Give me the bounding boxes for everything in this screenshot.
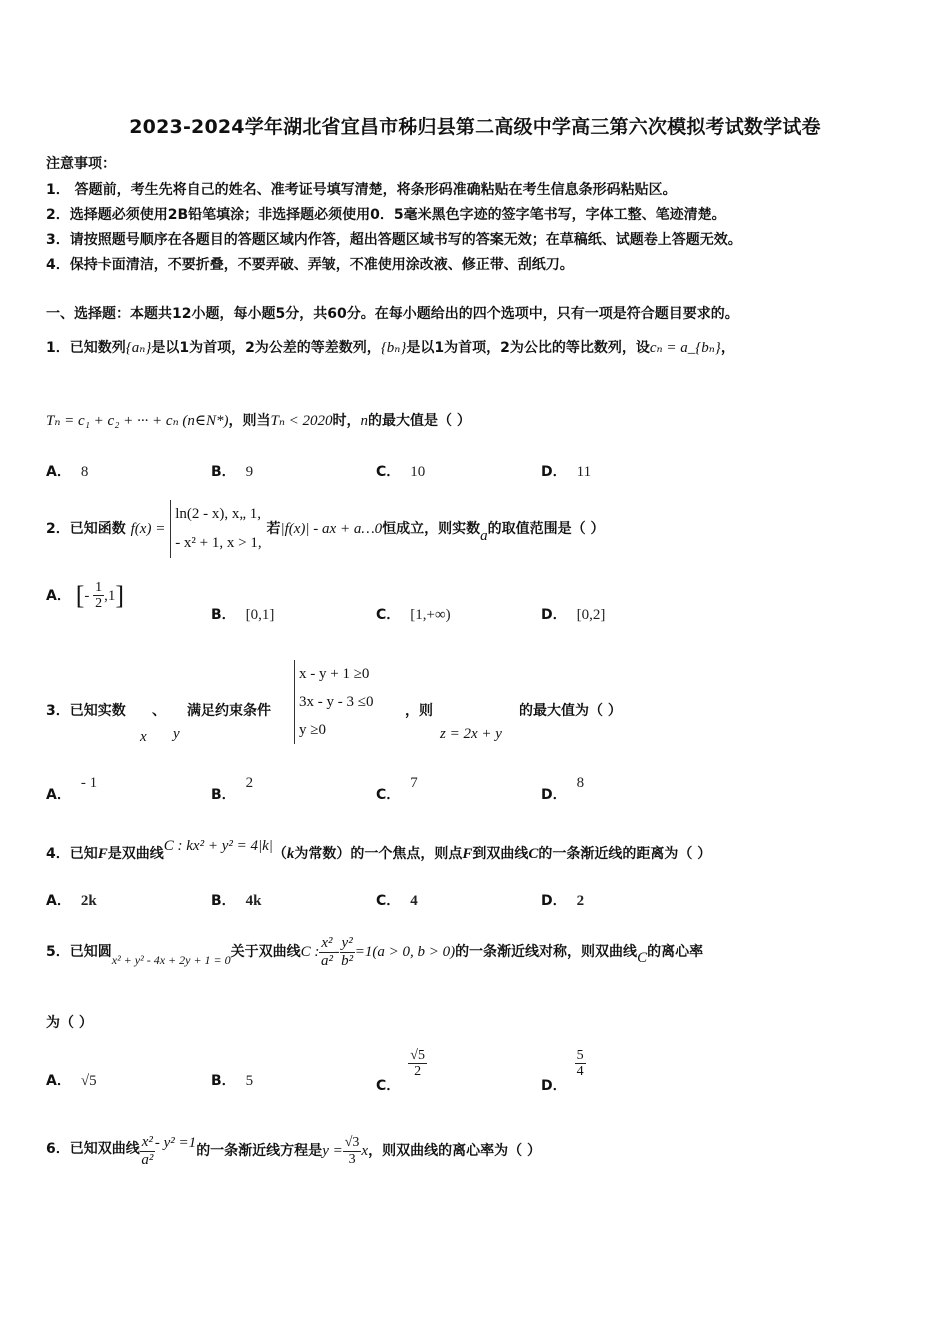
q2-func: f(x) =: [130, 521, 166, 537]
q2-case-2: - x² + 1, x > 1,: [175, 535, 262, 551]
q2-option-d[interactable]: D． [0,2]: [541, 607, 606, 623]
q1-cn-def: cₙ = a_{bₙ}: [649, 340, 721, 356]
q2-a-fraction: $\frac{1}{2}$: [95, 580, 103, 612]
q5-text-end: 为（ ）: [46, 1015, 93, 1031]
q5-option-d[interactable]: D． $\frac{5}{4}$: [541, 1048, 584, 1094]
question-6-line: 6．已知双曲线 $\frac{\text{x²}}{\text{a²}}$ - y² =1的一条渐近线方程是y = $\frac{√3}{3}$ x，则双曲线的离心率为（ ）: [46, 1134, 541, 1168]
q3-option-c[interactable]: C．7: [376, 775, 418, 803]
q2-text: 2．已知函数: [46, 521, 126, 537]
q3-text-2: 满足约束条件: [187, 703, 271, 719]
q3-option-b[interactable]: B．2: [211, 775, 254, 803]
q2-piecewise: [170, 500, 261, 558]
q3-constraints: [294, 660, 373, 744]
q3-constraint-2: 3x - y - 3 ≤0: [299, 694, 374, 710]
exam-title: 2023-2024学年湖北省宜昌市秭归县第二高级中学高三第六次模拟考试数学试卷: [129, 116, 821, 138]
q3-text-1: 3．已知实数: [46, 703, 126, 719]
q1-text: 1．已知数列: [46, 340, 126, 356]
q3-option-d[interactable]: D．8: [541, 775, 585, 803]
q1-text: ，: [720, 340, 735, 356]
q1-seq-b: {bₙ}: [380, 340, 407, 356]
q2-option-c[interactable]: C． [1,+∞): [376, 607, 451, 623]
q6-frac-slope: $\frac{√3}{3}$: [344, 1135, 360, 1167]
q3-text-3: ，则: [405, 703, 433, 719]
question-1-line-2: [46, 410, 471, 430]
q4-option-a[interactable]: A． 2k: [46, 893, 97, 909]
q5-option-a[interactable]: A． √5: [46, 1073, 97, 1089]
q6-frac-x: $\frac{\text{x²}}{\text{a²}}$: [141, 1134, 154, 1168]
q1-text: 是以1为首项，2为公差的等差数列，: [151, 340, 381, 356]
q2-option-a[interactable]: A． [- $\frac{1}{2}$ ,1]: [46, 580, 125, 612]
q2-text: 的取值范围是（ ）: [487, 521, 605, 537]
q3-objective: z = 2x + y: [440, 726, 502, 742]
q2-case-1: ln(2 - x), x„ 1,: [175, 506, 261, 522]
q5-frac-x: $\frac{\text{x²}}{\text{a²}}$: [320, 935, 333, 969]
q5-option-b[interactable]: B． 5: [211, 1073, 254, 1089]
q1-text: 时，: [332, 413, 361, 429]
q2-option-b[interactable]: B． [0,1]: [211, 607, 275, 623]
q1-option-a[interactable]: A． 8: [46, 464, 89, 480]
q3-sep: 、: [152, 703, 166, 719]
q2-text: 若: [266, 521, 281, 537]
q1-seq-a: {aₙ}: [125, 340, 152, 356]
q1-text: 是以1为首项，2为公比的等比数列，设: [406, 340, 650, 356]
notes-heading: 注意事项：: [46, 156, 116, 172]
q3-constraint-3: y ≥0: [299, 722, 326, 738]
q3-constraint-1: x - y + 1 ≥0: [299, 666, 370, 682]
q2-ineq: |f(x)| - ax + a…0: [280, 521, 383, 537]
q1-text: ，则当: [228, 413, 271, 429]
q3-option-a[interactable]: A．- 1: [46, 775, 98, 803]
q2-a: a: [480, 528, 488, 544]
question-1-line-1: [46, 337, 735, 357]
q4-option-b[interactable]: B． 4k: [211, 893, 262, 909]
q1-option-d[interactable]: D． 11: [541, 464, 592, 480]
q4-F: F: [97, 846, 108, 862]
question-4-line: 4．已知F是双曲线C : kx² + y² = 4|k|（k为常数）的一个焦点，则点F到双曲线C的一条渐近线的距离为（ ）: [46, 838, 712, 862]
note-item-1: 1． 答题前，考生先将自己的姓名、准考证号填写清楚，将条形码准确粘贴在考生信息条形码粘贴区。: [46, 182, 677, 198]
question-2-line: [46, 500, 605, 558]
note-item-2: 2．选择题必须使用2B铅笔填涂；非选择题必须使用0．5毫米黑色字迹的签字笔书写，字体工整、笔迹清楚。: [46, 207, 726, 223]
q1-n: n: [360, 413, 369, 429]
q5-frac-y: $\frac{\text{y²}}{\text{b²}}$: [341, 935, 354, 969]
q5-cond: =1(a > 0, b > 0): [354, 944, 456, 960]
q1-tn-def: Tₙ = c₁ + c₂ + ··· + cₙ (n∈N*): [46, 413, 229, 429]
q4-hyperbola: C : kx² + y² = 4|k|: [163, 838, 273, 854]
note-item-4: 4．保持卡面清洁，不要折叠，不要弄破、弄皱，不准使用涂改液、修正带、刮纸刀。: [46, 257, 574, 273]
q3-var-x: x: [140, 729, 147, 745]
section-heading: 一、选择题：本题共12小题，每小题5分，共60分。在每小题给出的四个选项中，只有一项是符合题目要求的。: [46, 306, 739, 322]
note-item-3: 3．请按照题号顺序在各题目的答题区域内作答，超出答题区域书写的答案无效；在草稿纸、试题卷上答题无效。: [46, 232, 742, 248]
q4-option-c[interactable]: C． 4: [376, 893, 418, 909]
q4-option-d[interactable]: D． 2: [541, 893, 585, 909]
q3-text-4: 的最大值为（ ）: [519, 703, 622, 719]
q1-text: 的最大值是（ ）: [368, 413, 471, 429]
q2-text: 恒成立，则实数: [382, 521, 481, 537]
q1-tn-cond: Tₙ < 2020: [270, 413, 333, 429]
q1-option-b[interactable]: B． 9: [211, 464, 254, 480]
q5-circle: x² + y² - 4x + 2y + 1 = 0: [111, 953, 231, 967]
q3-var-y: y: [173, 726, 180, 742]
question-5-line: 5．已知圆x² + y² - 4x + 2y + 1 = 0关于双曲线C : $\frac{\text{x²}}{\text{a²}}$ - $\frac{\text{y²}}{\text{b²}}$ =1(a > 0, b > 0)的一条渐近线对称，则双曲线C的离心率: [46, 935, 704, 969]
q1-option-c[interactable]: C． 10: [376, 464, 426, 480]
q5-option-c[interactable]: C． $\frac{√5}{2}$: [376, 1048, 425, 1094]
